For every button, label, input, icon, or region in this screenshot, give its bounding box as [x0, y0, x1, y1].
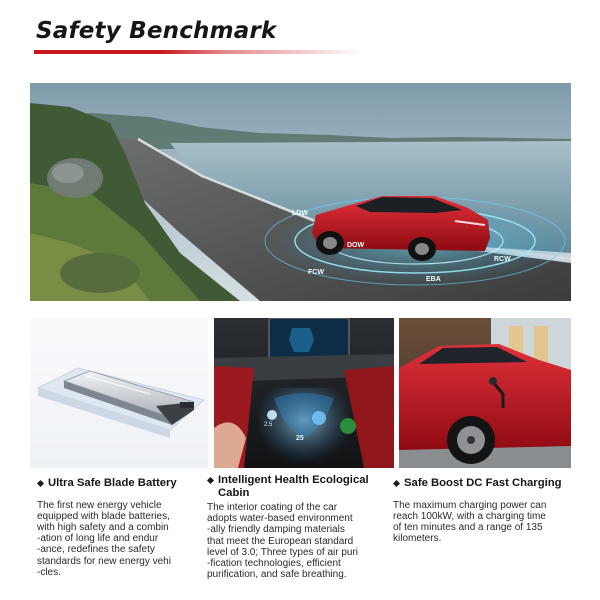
feature-title: Safe Boost DC Fast Charging — [404, 477, 562, 489]
description-line: The first new energy vehicle — [37, 499, 162, 511]
description-line: standards for new energy vehi — [37, 555, 171, 567]
description-line: -fication technologies, efficient — [207, 558, 341, 570]
hero-image — [30, 83, 571, 301]
feature-title: Ultra Safe Blade Battery — [48, 477, 177, 489]
feature-description — [207, 502, 385, 580]
page-title: Safety Benchmark — [36, 18, 277, 44]
cabin-image — [214, 318, 394, 468]
feature-health-cabin — [207, 474, 385, 580]
description-line: purification, and safe breathing. — [207, 569, 347, 581]
description-line: reach 100kW, with a charging time — [393, 510, 546, 522]
description-line: The maximum charging power can — [393, 499, 547, 511]
description-line: adopts water-based environment — [207, 513, 353, 525]
ldw-label: LDW — [292, 210, 308, 217]
title-underline — [34, 50, 364, 54]
diamond-bullet-icon — [393, 480, 400, 487]
description-line: -ance, redefines the safety — [37, 544, 155, 556]
eba-label: EBA — [426, 276, 441, 283]
battery-image — [30, 318, 208, 468]
temp-left-readout: 2.5 — [264, 422, 273, 428]
feature-blade-battery — [37, 477, 207, 578]
feature-title-line: Intelligent Health Ecological — [218, 474, 369, 486]
rcw-label: RCW — [494, 256, 511, 263]
charging-image — [399, 318, 571, 468]
feature-title-line: Cabin — [218, 486, 250, 499]
feature-description — [37, 500, 207, 578]
dow-label: DOW — [347, 242, 365, 249]
description-line: of ten minutes and a range of 135 — [393, 521, 543, 533]
temp-readout: 25 — [296, 435, 304, 442]
description-line: that meet the European standard — [207, 535, 354, 547]
feature-dc-fast-charging — [393, 477, 579, 544]
description-line: -ation of long life and endur — [37, 533, 159, 545]
description-line: level of 3.0; Three types of air puri — [207, 546, 359, 558]
description-line: The interior coating of the car — [207, 502, 338, 513]
description-line: equipped with blade batteries, — [37, 510, 170, 522]
fcw-label: FCW — [308, 269, 324, 276]
description-line: -cles. — [37, 566, 61, 578]
feature-description — [393, 500, 579, 545]
description-line: kilometers. — [393, 533, 442, 545]
diamond-bullet-icon — [207, 477, 214, 484]
description-line: -ally friendly damping materials — [207, 524, 345, 536]
diamond-bullet-icon — [37, 480, 44, 487]
description-line: with high safety and a combin — [37, 521, 169, 533]
